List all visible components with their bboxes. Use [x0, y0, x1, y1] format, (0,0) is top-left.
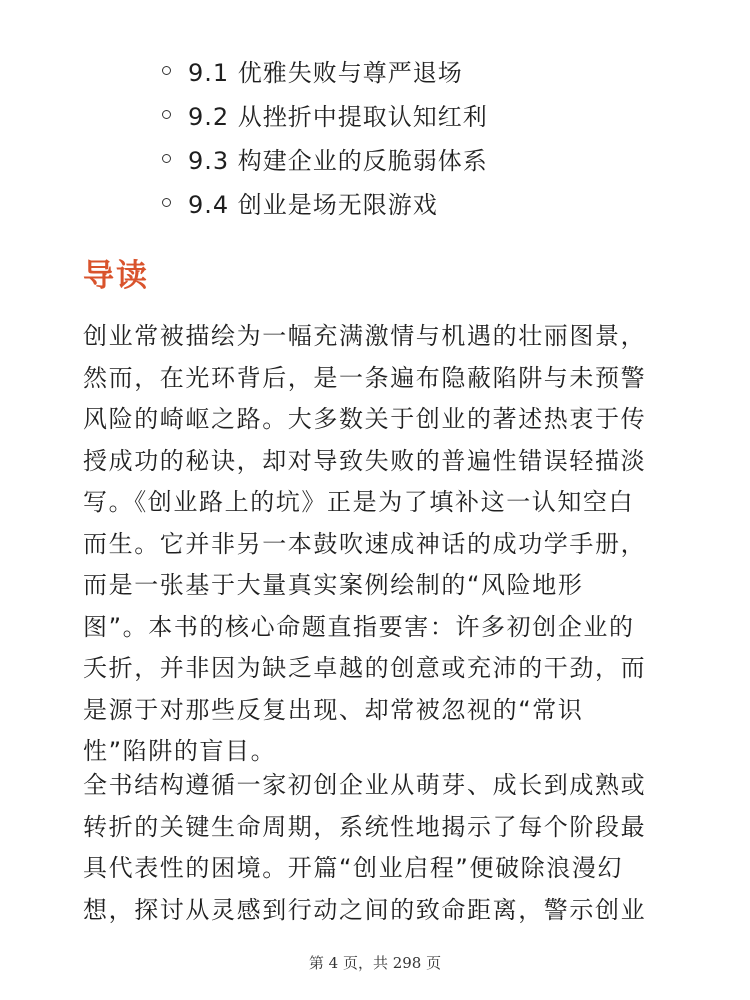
hollow-circle-bullet-icon — [162, 154, 171, 163]
hollow-circle-bullet-icon — [162, 66, 171, 75]
paragraph-line: 是源于对那些反复出现、却常被忽视的“常识 — [83, 695, 584, 724]
hollow-circle-bullet-icon — [162, 110, 171, 119]
hollow-circle-bullet-icon — [162, 198, 171, 207]
body-paragraph — [83, 316, 673, 773]
paragraph-line: 想，探讨从灵感到行动之间的致命距离，警示创业 — [83, 895, 647, 924]
paragraph-line: 转折的关键生命周期，系统性地揭示了每个阶段最 — [83, 812, 647, 841]
paragraph-line: 性”陷阱的盲目。 — [83, 737, 277, 765]
paragraph-line: 而生。它并非另一本鼓吹速成神话的成功学手册， — [83, 529, 647, 558]
paragraph-line: 夭折，并非因为缺乏卓越的创意或充沛的干劲，而 — [83, 654, 647, 682]
paragraph-line: 创业常被描绘为一幅充满激情与机遇的壮丽图景， — [83, 322, 647, 350]
toc-item[interactable] — [162, 48, 488, 92]
paragraph-line: 授成功的秘诀，却对导致失败的普遍性错误轻描淡 — [83, 446, 647, 475]
paragraph-line: 然而，在光环背后，是一条遍布隐蔽陷阱与未预警 — [83, 363, 647, 392]
toc-list — [162, 48, 488, 224]
toc-item[interactable] — [162, 180, 488, 224]
toc-item[interactable] — [162, 136, 488, 180]
toc-item-label: 9.4 创业是场无限游戏 — [188, 190, 438, 219]
toc-item-label: 9.1 优雅失败与尊严退场 — [188, 58, 463, 87]
toc-item[interactable] — [162, 92, 488, 136]
body-paragraph — [83, 765, 673, 931]
toc-item-label: 9.2 从挫折中提取认知红利 — [188, 102, 488, 131]
toc-item-label: 9.3 构建企业的反脆弱体系 — [188, 146, 488, 175]
paragraph-line: 风险的崎岖之路。大多数关于创业的著述热衷于传 — [83, 405, 647, 433]
section-heading: 导读 — [83, 258, 149, 294]
paragraph-line: 具代表性的困境。开篇“创业启程”便破除浪漫幻 — [83, 854, 624, 882]
paragraph-line: 图”。本书的核心命题直指要害：许多初创企业的 — [83, 612, 635, 641]
paragraph-line: 写。《创业路上的坑》正是为了填补这一认知空白 — [83, 488, 635, 516]
paragraph-line: 而是一张基于大量真实案例绘制的“风险地形 — [83, 571, 584, 599]
page-number-footer: 第 4 页，共 298 页 — [308, 954, 442, 972]
paragraph-line: 全书结构遵循一家初创企业从萌芽、成长到成熟或 — [83, 771, 647, 799]
